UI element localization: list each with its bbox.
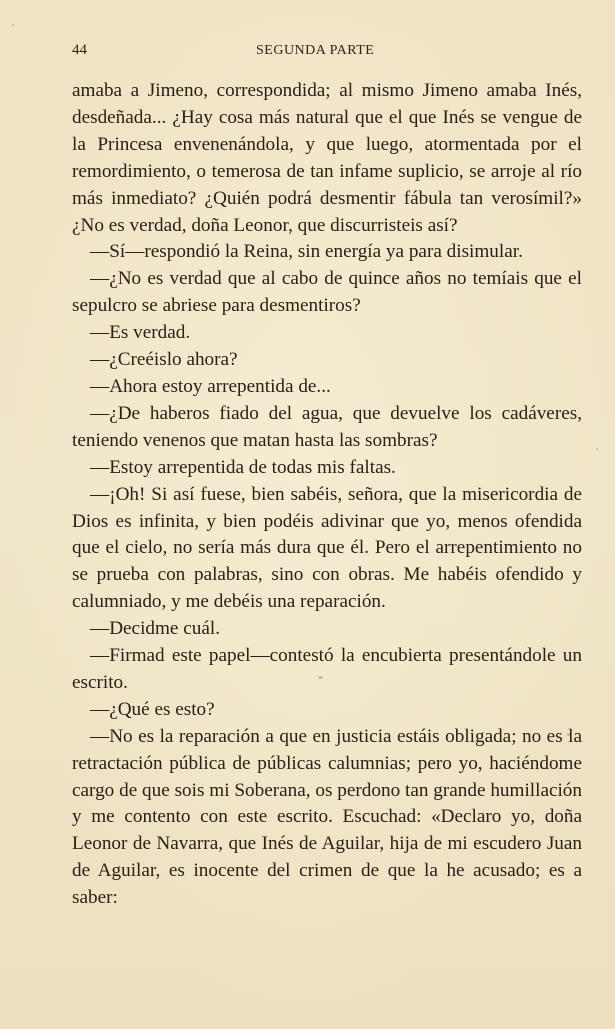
dialogue-line: —Estoy arrepentida de todas mis faltas. — [90, 456, 396, 478]
dialogue-line: —¿No es verdad que al cabo de quince años no temíais que el sepulcro se abriese para desmentiros? — [72, 268, 582, 317]
page-number: 44 — [72, 42, 87, 58]
dialogue-line: —Ahora estoy arrepentida de... — [90, 375, 331, 397]
dialogue-line: —¿Creéislo ahora? — [90, 349, 238, 371]
page-header — [72, 42, 567, 64]
dialogue-line: —Decidme cuál. — [90, 618, 220, 640]
paper-speck — [318, 676, 323, 679]
dialogue-line: —¿Qué es esto? — [90, 698, 215, 720]
running-title: SEGUNDA PARTE — [256, 43, 375, 58]
dialogue-line: —¿De haberos fiado del agua, que devuelve los cadáveres, teniendo venenos que matan hasta las sombras? — [72, 402, 582, 451]
dialogue-line: —Sí—respondió la Reina, sin energía ya para disimular. — [90, 241, 523, 263]
dialogue-line: —Es verdad. — [90, 322, 191, 344]
paragraph-continuation: amaba a Jimeno, correspondida; al mismo Jimeno amaba Inés, desdeñada... ¿Hay cosa más natural que el que Inés se vengue de la Princesa envenenándola, y que luego, atormentada por el remordimiento, o temerosa de tan infame suplicio, se arroje al río más inmediato? ¿Quién podrá desmentir fábula tan verosímil?» ¿No es verdad, doña Leonor, que discurristeis así? — [72, 80, 582, 236]
dialogue-line: —Firmad este papel—contestó la encubierta presentándole un escrito. — [72, 645, 582, 693]
dialogue-line: —¡Oh! Si así fuese, bien sabéis, señora, que la misericordia de Dios es infinita, y bien podéis adivinar que yo, menos ofendida que el cielo, no sería más dura que él. Pero el arrepentimiento no se prueba con palabras, sino con obras. Me habéis ofendido y calumniado, y me debéis una reparación. — [72, 483, 582, 613]
paper-speck — [12, 24, 14, 26]
paper-speck — [567, 733, 570, 736]
paper-speck — [596, 448, 598, 450]
dialogue-line: —No es la reparación a que en justicia estáis obligada; no es la retractación pública de públicas calumnias; pero yo, haciéndome cargo de que sois mi Soberana, os perdono tan grande humillación y me contento con este escrito. Escuchad: «Declaro yo, doña Leonor de Navarra, que Inés de Aguilar, hija de mi escudero Juan de Aguilar, es inocente del crimen de que la he acusado; es a saber: — [72, 725, 582, 909]
body-text — [72, 78, 582, 912]
